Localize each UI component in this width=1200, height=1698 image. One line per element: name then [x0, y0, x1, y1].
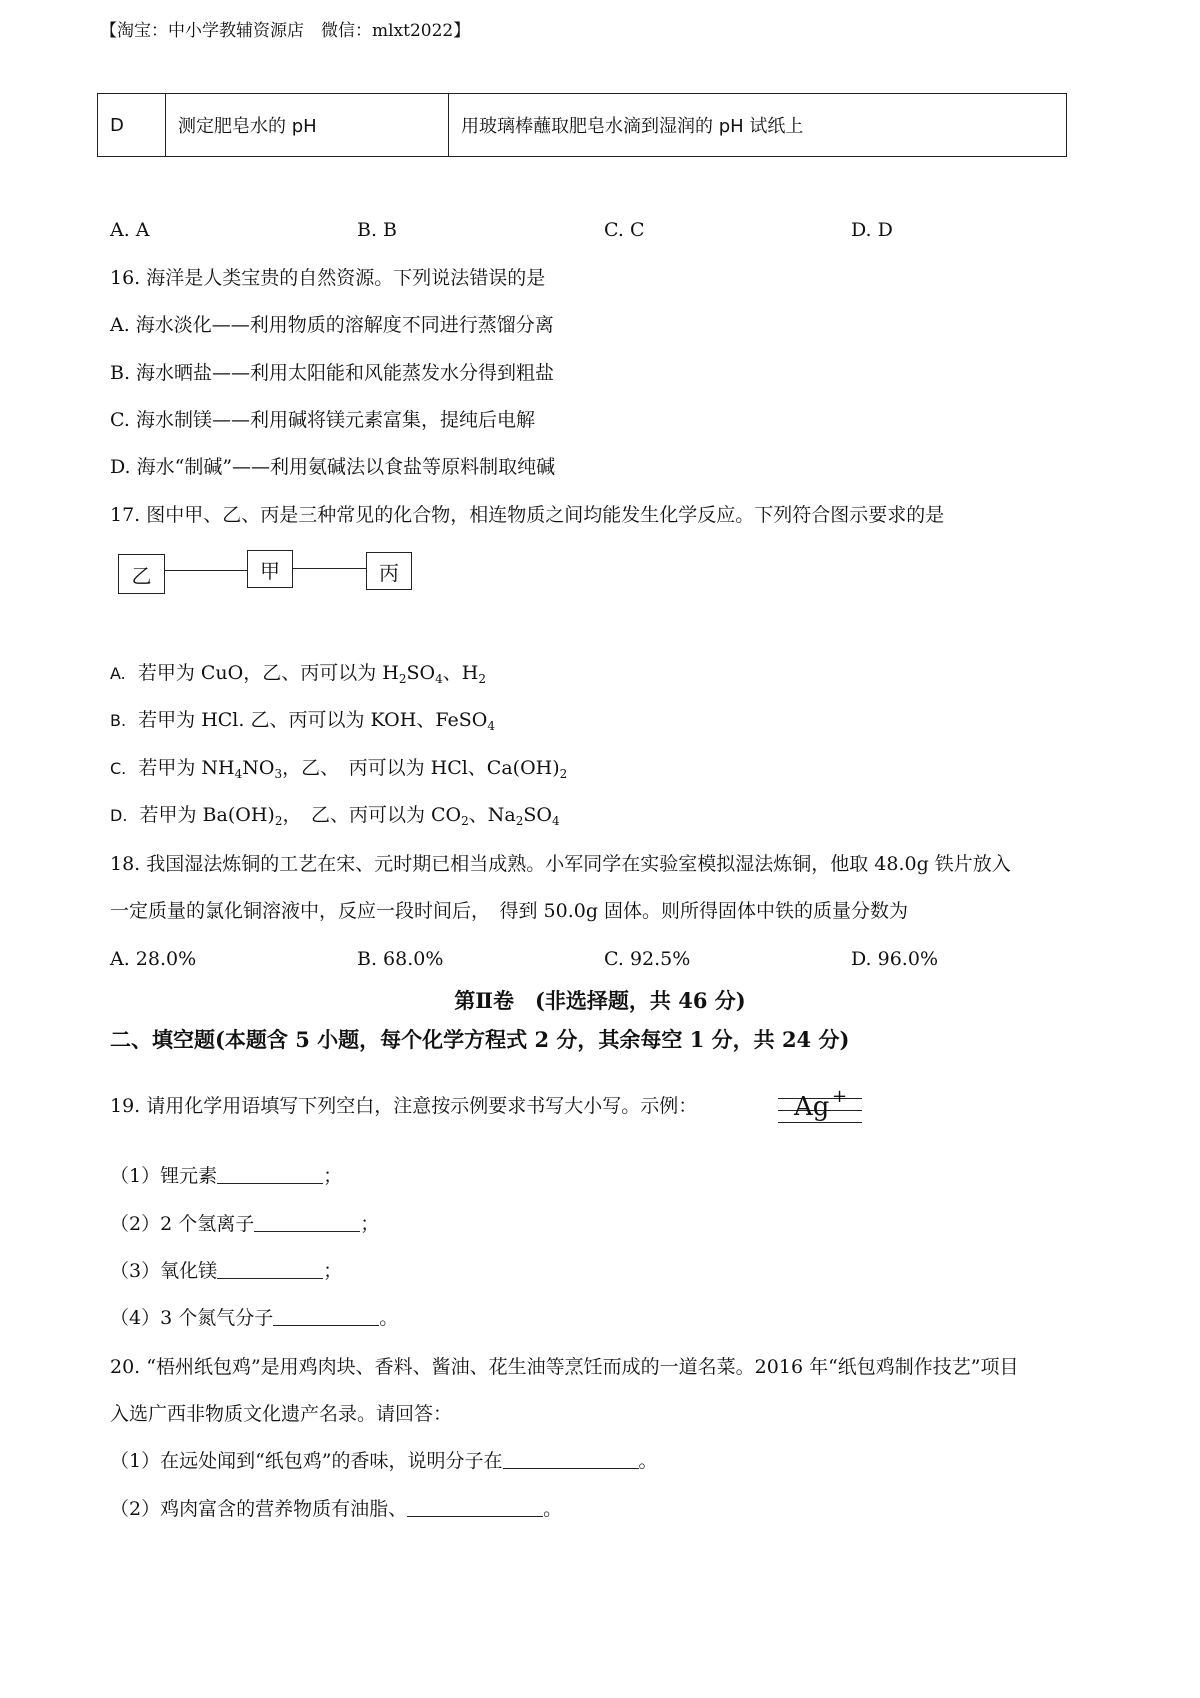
diagram-box-bing: 丙 [366, 552, 412, 590]
q16-option-b: B. 海水晒盐——利用太阳能和风能蒸发水分得到粗盐 [110, 362, 555, 384]
header-watermark: 【淘宝：中小学教辅资源店 微信：mlxt2022】 [100, 21, 471, 41]
option-text: 、Na [468, 804, 516, 826]
experiment-table [97, 93, 1067, 157]
answer-blank[interactable] [407, 1498, 543, 1517]
q19-stem: 19. 请用化学用语填写下列空白，注意按示例要求书写大小写。示例： [110, 1095, 698, 1117]
subscript: 4 [551, 814, 560, 828]
q18-option-c: C. 92.5% [604, 948, 691, 970]
q15-option-a: A. A [110, 219, 150, 241]
q17-option-b [110, 708, 495, 733]
q16-option-d: D. 海水“制碱”——利用氨碱法以食盐等原料制取纯碱 [110, 456, 556, 478]
option-text: 若甲为 NH [138, 757, 235, 779]
q18-stem-line2: 一定质量的氯化铜溶液中，反应一段时间后， 得到 50.0g 固体。则所得固体中铁的质量分数为 [110, 900, 909, 922]
q19-part-1 [110, 1164, 342, 1188]
q19-part-4 [110, 1306, 398, 1330]
part-end: 。 [379, 1307, 399, 1329]
q16-option-c: C. 海水制镁——利用碱将镁元素富集，提纯后电解 [110, 409, 535, 431]
table-row [98, 94, 1067, 157]
q20-stem-line2: 入选广西非物质文化遗产名录。请回答： [110, 1403, 453, 1425]
q15-option-b: B. B [357, 219, 398, 241]
part-text: （3）氧化镁 [110, 1260, 218, 1282]
subscript: 2 [515, 814, 524, 828]
section-title: 第Ⅱ卷 (非选择题，共 46 分) [454, 988, 746, 1013]
subscript: 2 [461, 814, 469, 828]
example-symbol-text: Ag [794, 1092, 830, 1122]
example-symbol [778, 1088, 862, 1128]
subscript: 3 [274, 767, 283, 781]
diagram-box-jia: 甲 [247, 550, 293, 588]
answer-blank[interactable] [217, 1260, 323, 1279]
option-label: D. [110, 806, 128, 825]
answer-blank[interactable] [503, 1450, 639, 1469]
diagram-connector [165, 570, 247, 571]
subscript: 2 [274, 814, 283, 828]
q20-stem-line1: 20. “梧州纸包鸡”是用鸡肉块、香料、酱油、花生油等烹饪而成的一道名菜。2016 年“纸包鸡制作技艺”项目 [110, 1356, 1019, 1378]
q16-stem: 16. 海洋是人类宝贵的自然资源。下列说法错误的是 [110, 267, 546, 289]
part-end: ； [360, 1213, 380, 1235]
option-text: 若甲为 HCl. 乙、丙可以为 KOH、FeSO [138, 709, 488, 731]
q20-part-2 [110, 1497, 562, 1521]
part-text: （2）鸡肉富含的营养物质有油脂、 [110, 1498, 408, 1520]
table-cell-option: D [98, 94, 166, 157]
option-text: NO [242, 757, 275, 779]
option-text: 若甲为 Ba(OH) [139, 804, 275, 826]
answer-blank[interactable] [254, 1213, 360, 1232]
q19-part-3 [110, 1259, 342, 1283]
answer-blank[interactable] [217, 1165, 323, 1184]
q18-option-d: D. 96.0% [851, 948, 938, 970]
option-text: SO [523, 804, 552, 826]
subscript: 2 [559, 767, 568, 781]
table-cell-method: 用玻璃棒蘸取肥皂水滴到湿润的 pH 试纸上 [449, 94, 1067, 157]
option-label: A. [110, 664, 126, 683]
option-label: B. [110, 711, 127, 730]
option-text: 若甲为 CuO，乙、丙可以为 H [137, 662, 399, 684]
q18-option-a: A. 28.0% [110, 948, 197, 970]
q18-stem-line1: 18. 我国湿法炼铜的工艺在宋、元时期已相当成熟。小军同学在实验室模拟湿法炼铜，他取 48.0g 铁片放入 [110, 853, 1011, 875]
part-text: （2）2 个氢离子 [110, 1213, 255, 1235]
q15-option-d: D. D [851, 219, 893, 241]
part-text: （1）锂元素 [110, 1165, 218, 1187]
staff-line [778, 1122, 862, 1123]
subscript: 4 [234, 767, 243, 781]
option-text: ， 乙、丙可以为 CO [282, 804, 462, 826]
example-charge: + [832, 1086, 848, 1107]
diagram-box-yi: 乙 [118, 554, 165, 594]
subscript: 2 [478, 672, 486, 686]
part-text: （4）3 个氮气分子 [110, 1307, 274, 1329]
option-text: 、H [442, 662, 479, 684]
part-end: 。 [638, 1450, 658, 1472]
section-subtitle: 二、填空题(本题含 5 小题，每个化学方程式 2 分，其余每空 1 分，共 24 分) [110, 1027, 850, 1052]
q17-option-a [110, 661, 486, 686]
q17-option-d [110, 803, 560, 828]
answer-blank[interactable] [273, 1307, 379, 1326]
table-cell-purpose: 测定肥皂水的 pH [166, 94, 449, 157]
part-end: ； [323, 1260, 343, 1282]
option-text: ，乙、 丙可以为 HCl、Ca(OH) [282, 757, 560, 779]
q19-part-2 [110, 1212, 379, 1236]
q20-part-1 [110, 1449, 658, 1473]
q18-option-b: B. 68.0% [357, 948, 444, 970]
part-end: 。 [543, 1498, 563, 1520]
subscript: 4 [435, 672, 443, 686]
q16-option-a: A. 海水淡化——利用物质的溶解度不同进行蒸馏分离 [110, 314, 554, 336]
subscript: 4 [487, 719, 495, 733]
part-end: ； [323, 1165, 343, 1187]
diagram-connector [293, 568, 366, 569]
q17-stem: 17. 图中甲、乙、丙是三种常见的化合物，相连物质之间均能发生化学反应。下列符合图示要求的是 [110, 504, 945, 526]
q15-option-c: C. C [604, 219, 645, 241]
option-label: C. [110, 759, 127, 778]
part-text: （1）在远处闻到“纸包鸡”的香味，说明分子在 [110, 1450, 503, 1472]
q17-option-c [110, 756, 567, 781]
option-text: SO [406, 662, 436, 684]
subscript: 2 [398, 672, 407, 686]
